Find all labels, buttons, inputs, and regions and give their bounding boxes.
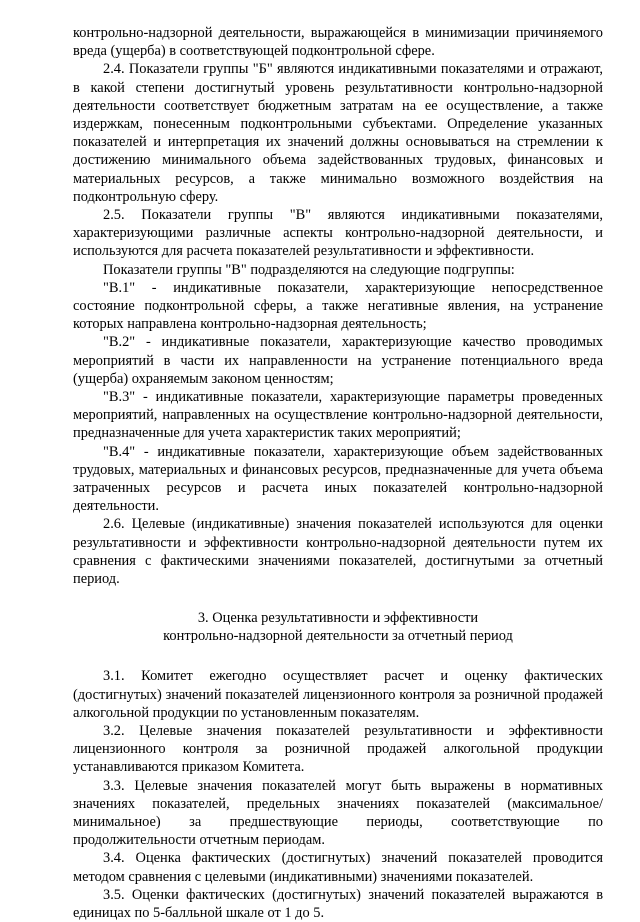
paragraph: "В.4" - индикативные показатели, характеризующие объем задействованных трудовых, материальных и финансовых ресурсов, предназначенные для учета объема затраченных ресурсов и расчета иных показателей контрольно-надзорной деятельности. <box>73 443 603 515</box>
paragraph: контрольно-надзорной деятельности, выражающейся в минимизации причиняемого вреда (ущерба) в соответствующей подконтрольной сфере. <box>73 25 603 60</box>
paragraph: 3.2. Целевые значения показателей результативности и эффективности лицензионного контроля за розничной продажей алкогольной продукции устанавливаются приказом Комитета. <box>73 722 603 776</box>
section-heading-line-2: контрольно-надзорной деятельности за отчетный период <box>163 627 513 644</box>
paragraph: 3.4. Оценка фактических (достигнутых) значений показателей проводится методом сравнения с целевыми (индикативными) значениями показателей. <box>73 850 603 885</box>
section-3-body <box>73 667 603 922</box>
paragraph: 3.1. Комитет ежегодно осуществляет расчет и оценку фактических (достигнутых) значений показателей лицензионного контроля за розничной продажей алкогольной продукции по установленным показателям. <box>73 668 603 721</box>
paragraph: "В.1" - индикативные показатели, характеризующие непосредственное состояние подконтрольной сферы, а также негативные явления, на устранение которых направлена контрольно-надзорная деятельность; <box>73 279 603 333</box>
paragraph: 3.5. Оценки фактических (достигнутых) значений показателей выражаются в единицах по 5-балльной шкале от 1 до 5. <box>73 886 603 921</box>
paragraph: Показатели группы "В" подразделяются на следующие подгруппы: <box>103 261 515 278</box>
paragraph: "В.3" - индикативные показатели, характеризующие параметры проведенных мероприятий, направленных на осуществление контрольно-надзорной деятельности, предназначенные для учета характеристик таких мероприятий; <box>73 389 603 442</box>
paragraph: 3.3. Целевые значения показателей могут быть выражены в нормативных значениях показателей, предельных значениях показателей (максимальное/минимальное) за предшествующие периоды, соответствующие по продолжительности отчетным периодам. <box>73 777 603 849</box>
paragraph: 2.5. Показатели группы "В" являются индикативными показателями, характеризующими различные аспекты контрольно-надзорной деятельности, и используются для расчета показателей результативности и эффективности. <box>73 207 603 260</box>
paragraph: 2.4. Показатели группы "Б" являются индикативными показателями и отражают, в какой степени достигнутый уровень результативности контрольно-надзорной деятельности соответствует бюджетным затратам на ее осуществление, а также издержкам, понесенным подконтрольными субъектами. Определение указанных показателей и интерпретация их значений должны основываться на стремлении к достижению минимального объема задействованных трудовых, финансовых и материальных ресурсов, а также минимально возможного воздействия на подконтрольную сферу. <box>73 61 603 205</box>
section-2-continuation <box>73 24 603 588</box>
section-3-heading <box>73 610 603 645</box>
paragraph: "В.2" - индикативные показатели, характеризующие качество проводимых мероприятий в части их направленности на устранение потенциального вреда (ущерба) охраняемым законом ценностям; <box>73 334 603 387</box>
paragraph: 2.6. Целевые (индикативные) значения показателей используются для оценки результативности и эффективности контрольно-надзорной деятельности путем их сравнения с фактическими значениями показателей, достигнутыми за отчетный период. <box>73 516 603 588</box>
section-heading-line-1: 3. Оценка результативности и эффективности <box>197 610 479 627</box>
